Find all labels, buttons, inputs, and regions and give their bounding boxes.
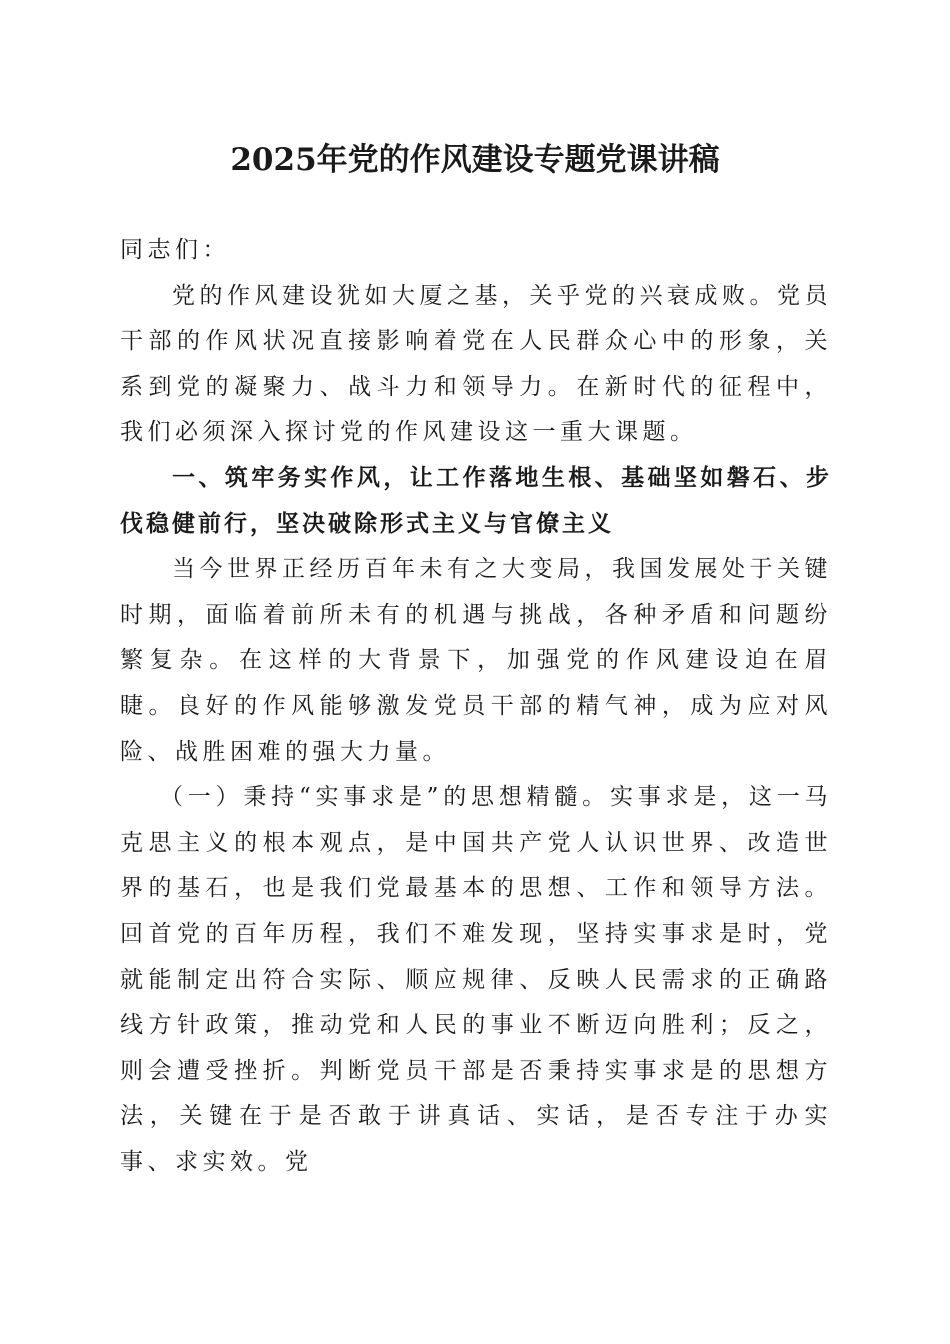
- section-heading: 一、筑牢务实作风，让工作落地生根、基础坚如磐石、步伐稳健前行，坚决破除形式主义与官僚主义: [120, 464, 832, 537]
- document-body: [120, 228, 832, 1185]
- document-title: 2025年党的作风建设专题党课讲稿: [230, 142, 720, 178]
- salutation: 同志们：: [120, 237, 230, 263]
- section-paragraph: 当今世界正经历百年未有之大变局，我国发展处于关键时期，面临着前所未有的机遇与挑战，各种矛盾和问题纷繁复杂。在这样的大背景下，加强党的作风建设迫在眉睫。良好的作风能够激发党员干部的精气神，成为应对风险、战胜困难的强大力量。: [120, 556, 832, 765]
- intro-paragraph: 党的作风建设犹如大厦之基，关乎党的兴衰成败。党员干部的作风状况直接影响着党在人民群众心中的形象，关系到党的凝聚力、战斗力和领导力。在新时代的征程中，我们必须深入探讨党的作风建设这一重大课题。: [120, 282, 832, 446]
- subsection-paragraph: （一）秉持“实事求是”的思想精髓。实事求是，这一马克思主义的根本观点，是中国共产党人认识世界、改造世界的基石，也是我们党最基本的思想、工作和领导方法。回首党的百年历程，我们不难发现，坚持实事求是时，党就能制定出符合实际、顺应规律、反映人民需求的正确路线方针政策，推动党和人民的事业不断迈向胜利；反之，则会遭受挫折。判断党员干部是否秉持实事求是的思想方法，关键在于是否敢于讲真话、实话，是否专注于办实事、求实效。党: [120, 784, 832, 1175]
